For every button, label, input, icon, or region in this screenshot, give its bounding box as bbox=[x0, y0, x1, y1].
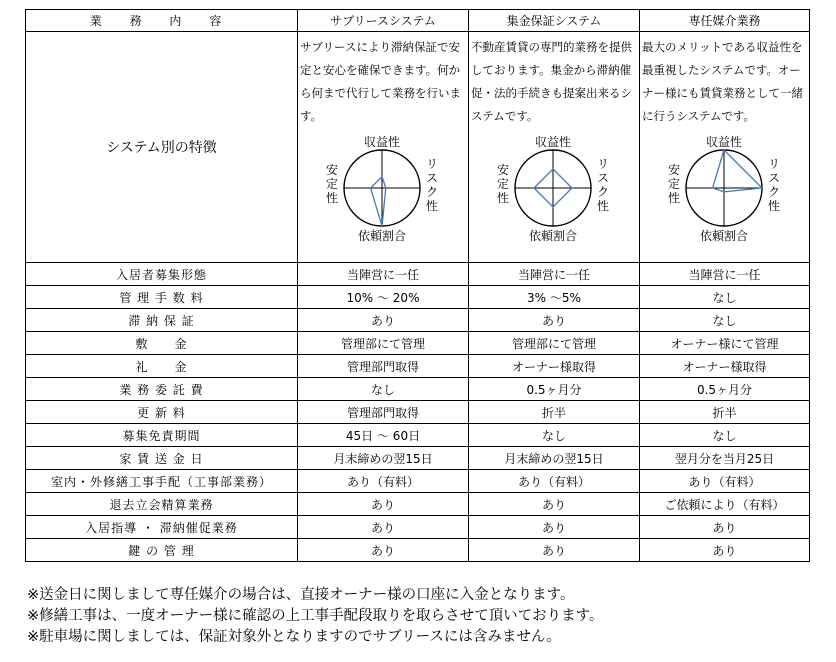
radar-label-right-char: リ bbox=[425, 157, 439, 171]
feature-cell-collection bbox=[469, 32, 640, 263]
feature-row bbox=[26, 32, 810, 263]
table-cell: 当陣営に一任 bbox=[640, 263, 810, 286]
table-cell: あり bbox=[469, 516, 640, 539]
radar-label-left-char: 定 bbox=[496, 177, 510, 191]
radar-label-right-char: ク bbox=[425, 185, 439, 199]
radar-label-right-char: ス bbox=[767, 171, 781, 185]
header-business-content: 業 務 内 容 bbox=[26, 10, 298, 32]
table-cell: あり bbox=[298, 539, 469, 562]
table-cell: あり bbox=[298, 309, 469, 332]
table-cell: 45日 ～ 60日 bbox=[298, 424, 469, 447]
row-label: 家 賃 送 金 日 bbox=[26, 447, 298, 470]
table-cell: ご依頼により（有料） bbox=[640, 493, 810, 516]
table-cell: あり（有料） bbox=[298, 470, 469, 493]
radar-label-bottom: 依頼割合 bbox=[528, 229, 578, 243]
radar-chart bbox=[298, 130, 468, 262]
radar-label-right-char: ス bbox=[596, 171, 610, 185]
table-cell: 月末締めの翌15日 bbox=[298, 447, 469, 470]
header-row bbox=[26, 10, 810, 32]
radar-label-left-char: 性 bbox=[667, 191, 681, 205]
radar-label-left-char: 定 bbox=[325, 177, 339, 191]
table-cell: なし bbox=[298, 378, 469, 401]
radar-chart bbox=[469, 130, 639, 262]
table-row bbox=[26, 470, 810, 493]
radar-label-left-char: 定 bbox=[667, 177, 681, 191]
table-cell: なし bbox=[640, 309, 810, 332]
row-label: 敷 金 bbox=[26, 332, 298, 355]
table-cell: 折半 bbox=[640, 401, 810, 424]
service-comparison-table bbox=[25, 9, 810, 562]
row-label: 業 務 委 託 費 bbox=[26, 378, 298, 401]
radar-label-right-char: リ bbox=[596, 157, 610, 171]
table-cell: 10% ～ 20% bbox=[298, 286, 469, 309]
radar-series-shape bbox=[713, 150, 762, 192]
table-cell: なし bbox=[640, 286, 810, 309]
radar-label-right-char: 性 bbox=[767, 199, 781, 213]
table-row bbox=[26, 286, 810, 309]
table-cell: あり bbox=[469, 309, 640, 332]
radar-label-right-char: 性 bbox=[596, 199, 610, 213]
table-cell: 折半 bbox=[469, 401, 640, 424]
note-remittance: ※送金日に関しまして専任媒介の場合は、直接オーナー様の口座に入金となります。 bbox=[27, 587, 575, 603]
table-row bbox=[26, 309, 810, 332]
table-cell: あり bbox=[640, 516, 810, 539]
table-row bbox=[26, 424, 810, 447]
radar-label-right-char: ク bbox=[767, 185, 781, 199]
table-cell: オーナー様にて管理 bbox=[640, 332, 810, 355]
table-cell: 管理部門取得 bbox=[298, 401, 469, 424]
notes bbox=[27, 585, 604, 648]
row-label: 管 理 手 数 料 bbox=[26, 286, 298, 309]
radar-label-bottom: 依頼割合 bbox=[699, 229, 749, 243]
row-label: 更 新 料 bbox=[26, 401, 298, 424]
header-exclusive-agency: 専任媒介業務 bbox=[640, 10, 810, 32]
table-cell: あり（有料） bbox=[469, 470, 640, 493]
table-cell: 3% ～5% bbox=[469, 286, 640, 309]
table-cell: あり bbox=[298, 516, 469, 539]
row-label: 入居者募集形態 bbox=[26, 263, 298, 286]
table-row bbox=[26, 447, 810, 470]
note-parking: ※駐車場に関しましては、保証対象外となりますのでサブリースには含みません。 bbox=[27, 629, 561, 645]
table-cell: 月末締めの翌15日 bbox=[469, 447, 640, 470]
header-sublease: サブリースシステム bbox=[298, 10, 469, 32]
radar-label-top: 収益性 bbox=[363, 135, 401, 149]
radar-label-top: 収益性 bbox=[534, 135, 572, 149]
header-collection-guarantee: 集金保証システム bbox=[469, 10, 640, 32]
radar-series-shape bbox=[371, 177, 386, 226]
table-row bbox=[26, 539, 810, 562]
radar-label-left-char: 性 bbox=[325, 191, 339, 205]
table-cell: 0.5ヶ月分 bbox=[469, 378, 640, 401]
radar-label-left-char: 安 bbox=[667, 163, 681, 177]
feature-text: 最大のメリットである収益性を最重視したシステムです。オーナー様にも賃貸業務として一緒に行うシステムです。 bbox=[642, 40, 803, 123]
table-row bbox=[26, 493, 810, 516]
table-cell: あり bbox=[469, 493, 640, 516]
row-label: 退去立会精算業務 bbox=[26, 493, 298, 516]
table-row bbox=[26, 378, 810, 401]
table-row bbox=[26, 263, 810, 286]
table-cell: あり bbox=[640, 539, 810, 562]
table-cell: オーナー様取得 bbox=[640, 355, 810, 378]
table-cell: 翌月分を当月25日 bbox=[640, 447, 810, 470]
row-label: 礼 金 bbox=[26, 355, 298, 378]
radar-label-left-char: 安 bbox=[325, 163, 339, 177]
table-cell: 管理部にて管理 bbox=[469, 332, 640, 355]
table-cell: 当陣営に一任 bbox=[298, 263, 469, 286]
table-cell: なし bbox=[640, 424, 810, 447]
radar-label-left-char: 性 bbox=[496, 191, 510, 205]
table-cell: オーナー様取得 bbox=[469, 355, 640, 378]
radar-chart bbox=[640, 130, 810, 262]
data-rows bbox=[26, 263, 810, 562]
radar-label-bottom: 依頼割合 bbox=[357, 229, 407, 243]
table-cell: あり bbox=[469, 539, 640, 562]
feature-cell-sublease bbox=[298, 32, 469, 263]
radar-label-top: 収益性 bbox=[705, 135, 743, 149]
radar-label-right-char: ス bbox=[425, 171, 439, 185]
radar-label-left-char: 安 bbox=[496, 163, 510, 177]
radar-label-right-char: 性 bbox=[425, 199, 439, 213]
row-label: 鍵 の 管 理 bbox=[26, 539, 298, 562]
table-row bbox=[26, 401, 810, 424]
feature-cell-exclusive bbox=[640, 32, 810, 263]
table-cell: なし bbox=[469, 424, 640, 447]
table-cell: 0.5ヶ月分 bbox=[640, 378, 810, 401]
radar-label-right-char: リ bbox=[767, 157, 781, 171]
table-cell: あり bbox=[298, 493, 469, 516]
table-cell: あり（有料） bbox=[640, 470, 810, 493]
table-row bbox=[26, 332, 810, 355]
row-label: 滞 納 保 証 bbox=[26, 309, 298, 332]
table-row bbox=[26, 355, 810, 378]
radar-label-right-char: ク bbox=[596, 185, 610, 199]
table-cell: 当陣営に一任 bbox=[469, 263, 640, 286]
note-repair: ※修繕工事は、一度オーナー様に確認の上工事手配段取りを取らさせて頂いております。 bbox=[27, 608, 604, 624]
feature-text: 不動産賃貸の専門的業務を提供しております。集金から滞納催促・法的手続きも提案出来るシステムです。 bbox=[471, 40, 632, 123]
table-row bbox=[26, 516, 810, 539]
row-label: 募集免責期間 bbox=[26, 424, 298, 447]
table-cell: 管理部門取得 bbox=[298, 355, 469, 378]
row-label: 室内・外修繕工事手配（工事部業務） bbox=[26, 470, 298, 493]
table-cell: 管理部にて管理 bbox=[298, 332, 469, 355]
row-label: 入居指導 ・ 滞納催促業務 bbox=[26, 516, 298, 539]
feature-text: サブリースにより滞納保証で安定と安心を確保できます。何から何まで代行して業務を行います。 bbox=[300, 40, 461, 123]
feature-row-label: システム別の特徴 bbox=[26, 32, 298, 263]
